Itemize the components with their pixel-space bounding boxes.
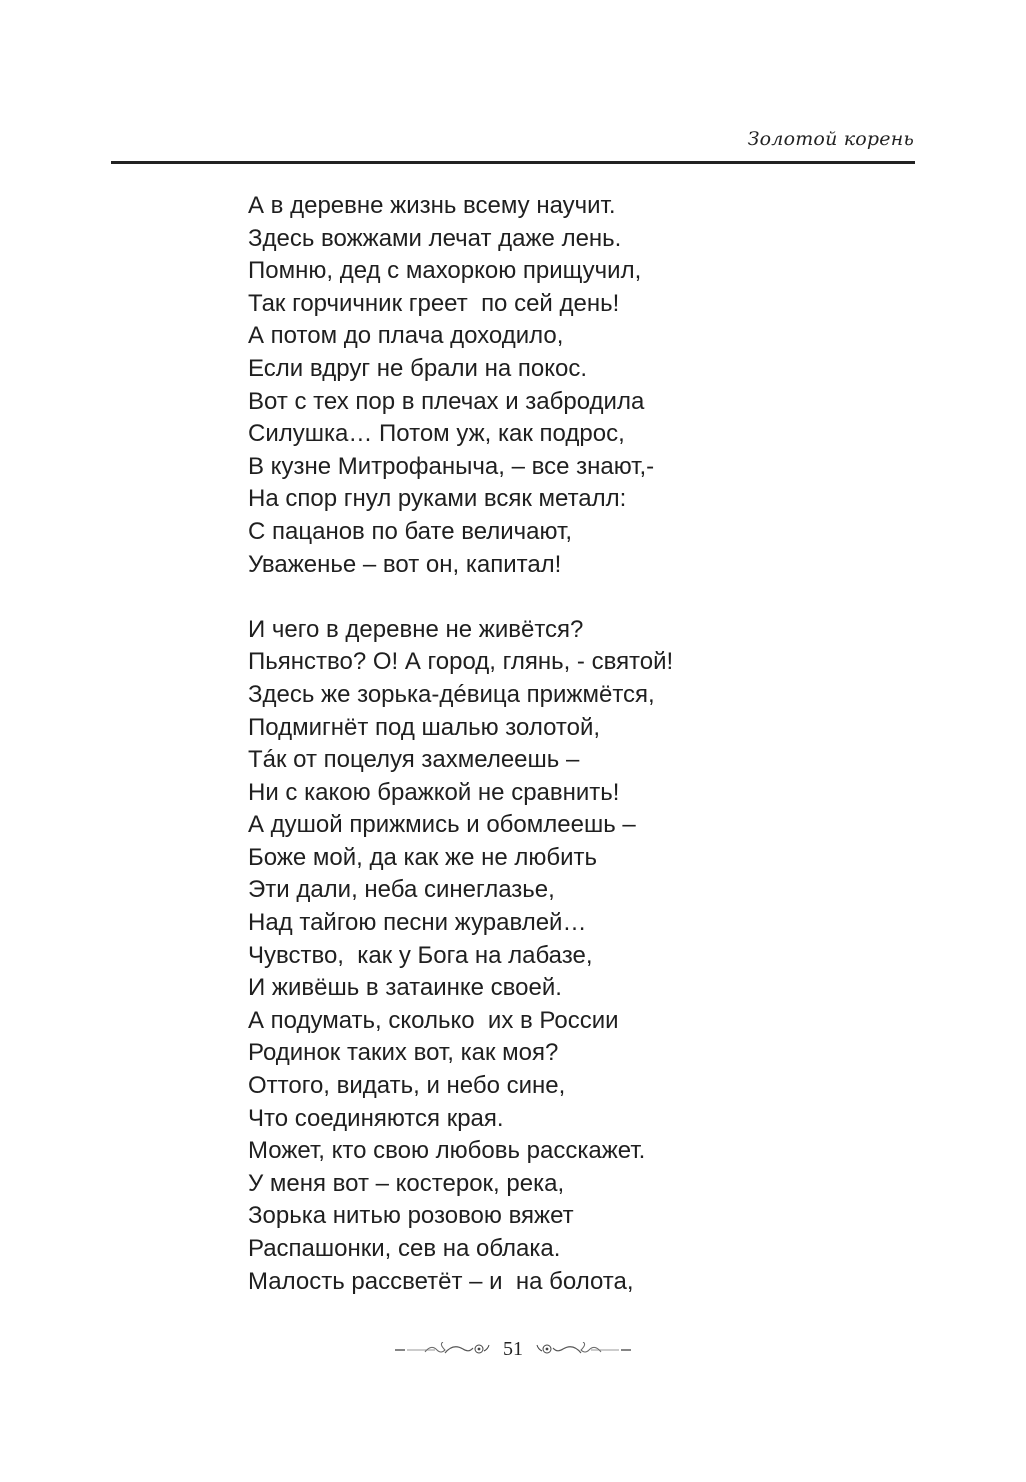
poem-line: Здесь же зорька-дéвица прижмётся, — [248, 680, 655, 708]
poem-line: На спор гнул руками всяк металл: — [248, 485, 627, 513]
poem-line: Над тайгою песни журавлей… — [248, 909, 587, 937]
poem-line: А потом до плача доходило, — [248, 322, 564, 350]
poem-line: Помню, дед с махоркою прищучил, — [248, 257, 642, 285]
poem-line: Эти дали, неба синеглазье, — [248, 876, 555, 904]
page-number: 51 — [503, 1338, 523, 1360]
poem-line: Чувство, как у Бога на лабазе, — [248, 941, 593, 969]
poem-line: В кузне Митрофаныча, – все знают,- — [248, 452, 655, 480]
poem-line: Что соединяются края. — [248, 1104, 504, 1132]
poem-body — [248, 190, 808, 1298]
poem-line: А душой прижмись и обомлеешь – — [248, 811, 636, 839]
poem-line: Распашонки, сев на облака. — [248, 1235, 561, 1262]
poem-line: Вот с тех пор в плечах и забродила — [248, 387, 645, 415]
poem-line: Зорька нитью розовою вяжет — [248, 1202, 574, 1230]
poem-line: Ни с какою бражкой не сравнить! — [248, 778, 620, 806]
poem-line: С пацанов по бате величают, — [248, 517, 572, 545]
poem-line: Здесь вожжами лечат даже лень. — [248, 224, 622, 252]
poem-line: Подмигнёт под шалью золотой, — [248, 713, 601, 741]
running-head-title: Золотой корень — [747, 128, 914, 150]
poem-line: Малость рассветёт – и на болота, — [248, 1267, 634, 1295]
poem-line: А в деревне жизнь всему научит. — [248, 192, 616, 219]
header-rule — [111, 161, 915, 164]
poem-line: Так горчичник греет по сей день! — [248, 289, 620, 317]
poem-line: Боже мой, да как же не любить — [248, 843, 598, 871]
floral-ornament-left-icon — [395, 1342, 491, 1358]
poem-line: Родинок таких вот, как моя? — [248, 1039, 559, 1067]
poem-line: Пьянство? О! А город, глянь, - святой! — [248, 648, 674, 676]
poem-line: Силушка… Потом уж, как подрос, — [248, 420, 625, 448]
poem-line: У меня вот – костерок, река, — [248, 1169, 565, 1197]
poem-line: А подумать, сколько их в России — [248, 1006, 619, 1034]
page-footer — [0, 1338, 1026, 1361]
poem-line: Оттого, видать, и небо сине, — [248, 1072, 566, 1100]
poem-line: И чего в деревне не живётся? — [248, 615, 584, 643]
poem-line: Уваженье – вот он, капитал! — [248, 550, 562, 578]
poem-line: И живёшь в затаинке своей. — [248, 974, 562, 1002]
poem-line: Может, кто свою любовь расскажет. — [248, 1137, 646, 1165]
stanza-1 — [248, 190, 808, 581]
poem-line: Если вдруг не брали на покос. — [248, 354, 587, 382]
floral-ornament-right-icon — [535, 1342, 631, 1358]
poem-line: Тáк от поцелуя захмелеешь – — [248, 746, 580, 774]
stanza-2 — [248, 614, 808, 1298]
